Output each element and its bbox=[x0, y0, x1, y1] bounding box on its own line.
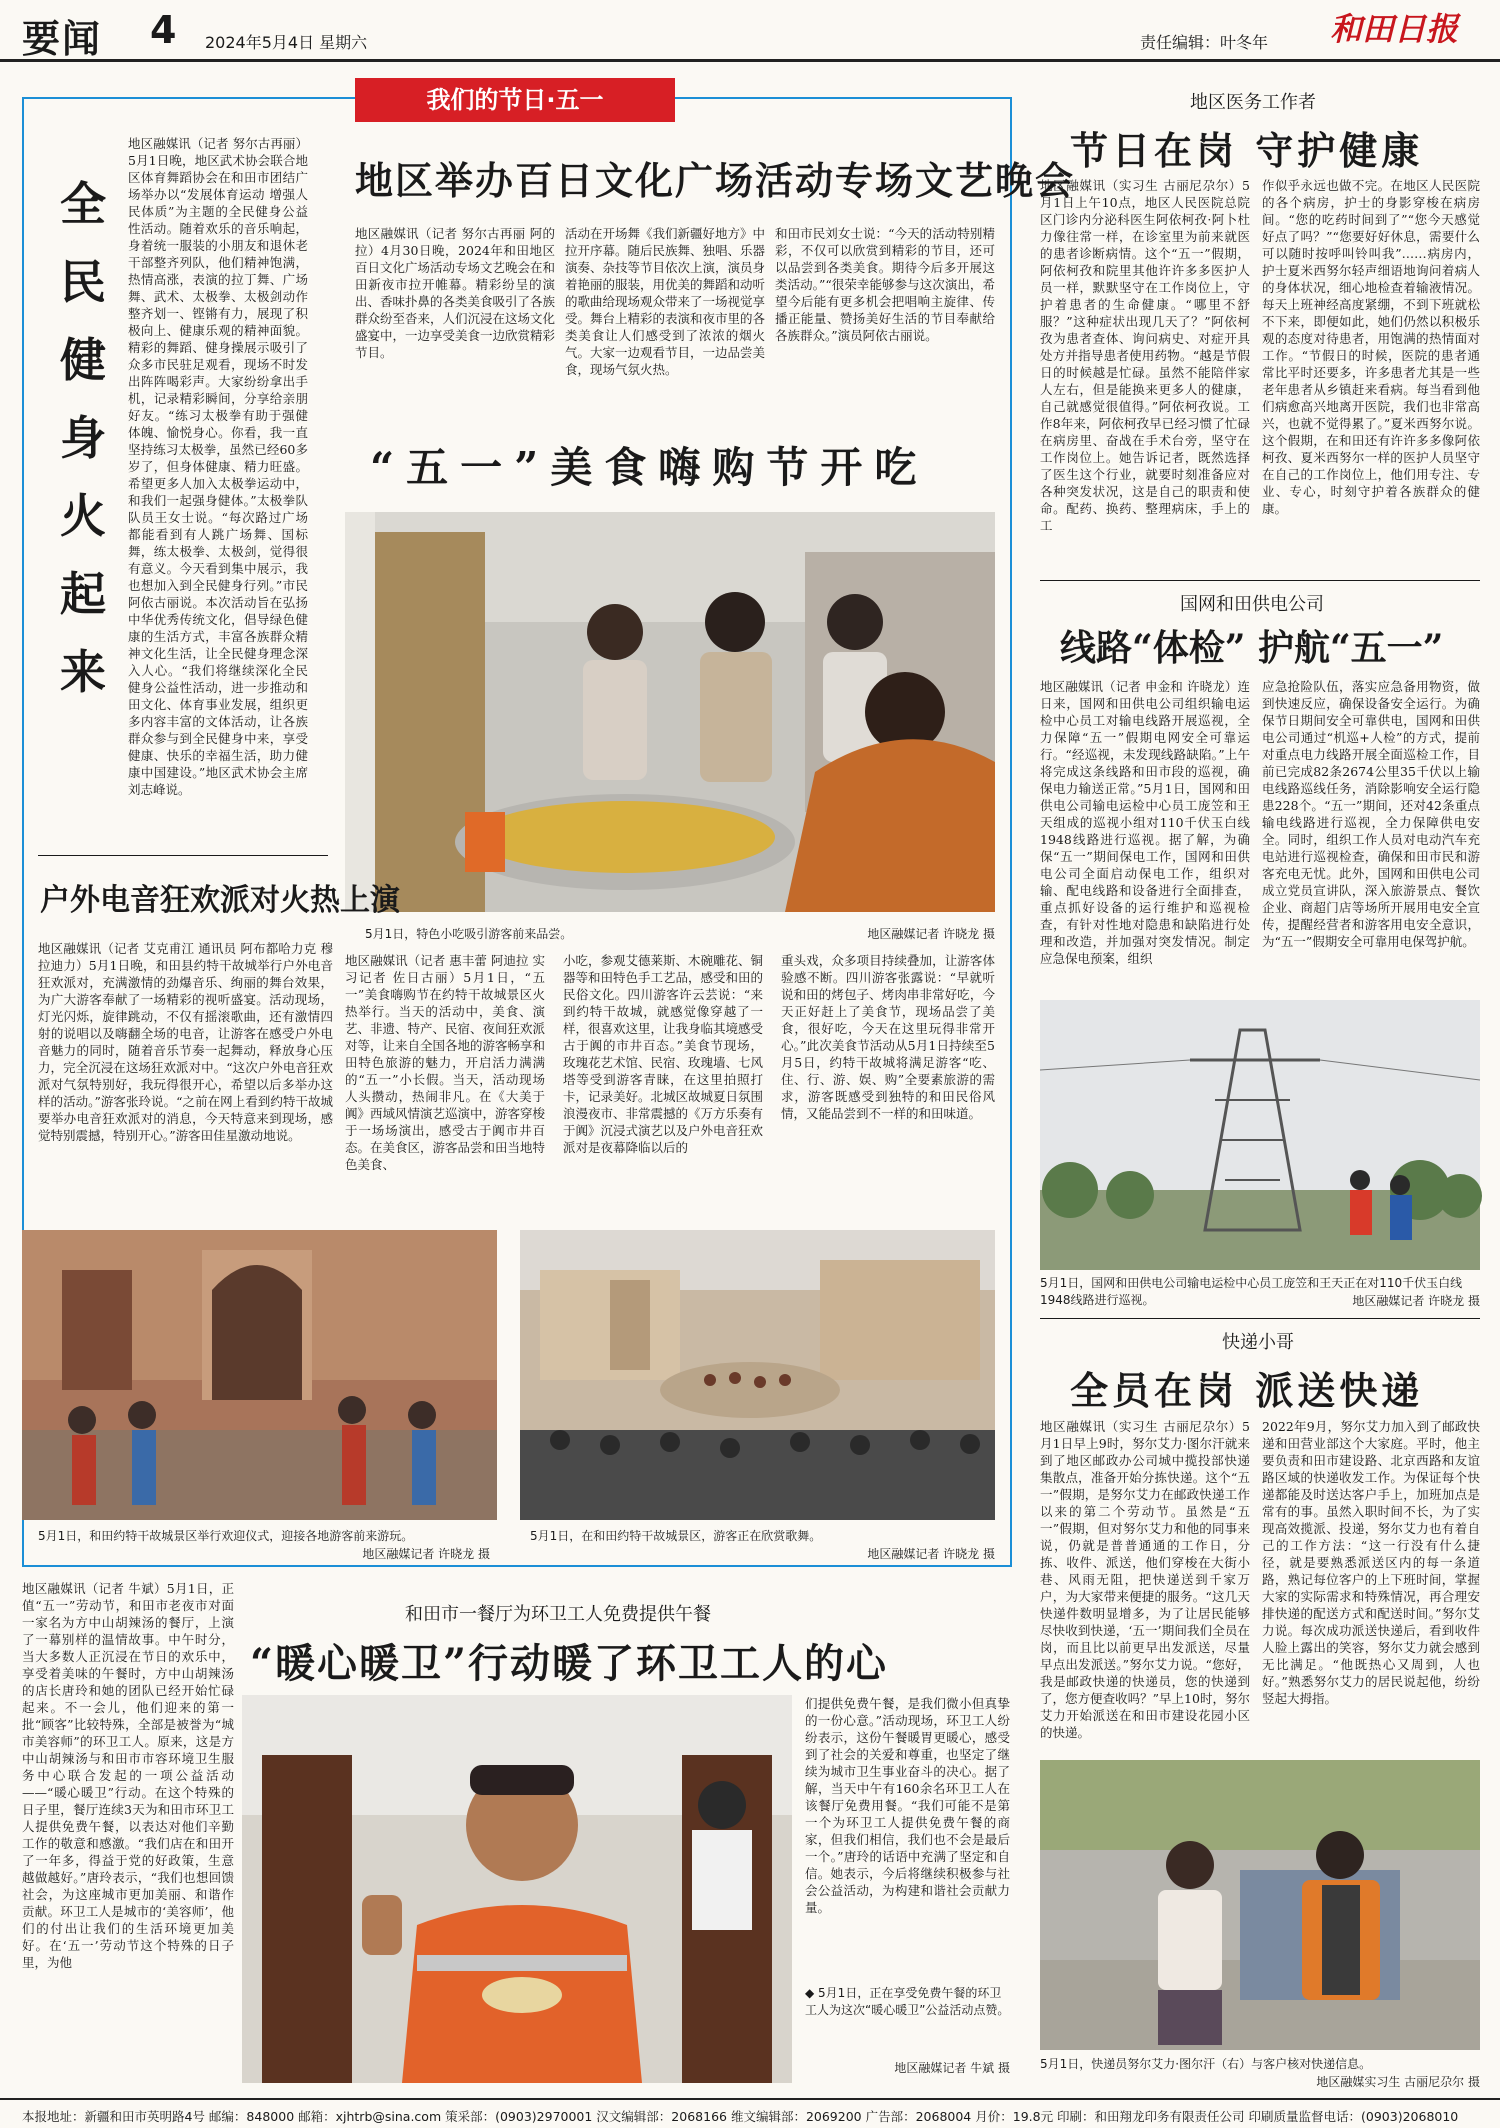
dance-photo-caption: 5月1日，在和田约特干故城景区，游客正在欣赏歌舞。 bbox=[530, 1529, 822, 1543]
gala-col3: 和田市民刘女士说：“今天的活动特别精彩，不仅可以欣赏到精彩的节目，还可以品尝到各类美食。期待今后多开展这类活动。”“很荣幸能够参与这次演出，希望今后能有更多机会把唱响主旋律、传播正能量、赞扬美好生活的节目奉献给各族群众。”演员阿依古丽说。 bbox=[775, 226, 995, 343]
gala-title: 地区举办百日文化广场活动专场文艺晚会 bbox=[355, 158, 1076, 203]
edm-body: 地区融媒讯（记者 艾克甫江 通讯员 阿布都哈力克 穆拉迪力）5月1日晚，和田县约特干故城举行户外电音狂欢派对，充满激情的劲爆音乐、绚丽的舞台效果，为广大游客奉献了一场精彩的视听盛宴。活动现场，灯光闪烁，旋律跳动，不仅有摇滚歌曲，还有激情四射的说唱以及嗨翻全场的电音，让游客在感受户外电音魅力的同时，随着音乐节奏一起舞动，释放身心压力，完全沉浸在这场狂欢派对中。“这次户外电音狂欢派对气氛特别好，我玩得很开心，希望以后多举办这样的活动。”游客张玲说。“之前在网上看到约特干故城要举办电音狂欢派对的消息，今天特意来到现场，感觉特别震撼，特别开心。”游客田佳星激动地说。 bbox=[38, 941, 333, 1143]
dance-performance-photo bbox=[520, 1230, 995, 1520]
power-kicker: 国网和田供电公司 bbox=[1180, 594, 1324, 615]
power-col2: 应急抢险队伍，落实应急备用物资，做到快速反应，确保设备安全运行。为确保节日期间安全可靠供电，国网和田供电公司通过“机巡+人检”的方式，提前对重点电力线路开展全面巡检工作，目前已完成82条2674公里35千伏以上输电线路巡线任务，消除影响安全运行隐患228个。“五一”期间，还对42条重点输电线路进行巡视，全力保障供电安全。同时，组织工作人员对电动汽车充电站进行巡视检查，确保和田市民和游客充电无忧。此外，国网和田供电公司成立党员宣讲队，深入旅游景点、餐饮企业、商超门店等场所开展用电安全宣传，提醒经营者和游客用电安全意识，为“五一”假期安全可靠用电保驾护航。 bbox=[1262, 679, 1480, 949]
sanitation-col1: 地区融媒讯（记者 牛斌）5月1日，正值“五一”劳动节，和田市老夜市对面一家名为方中山胡辣汤的餐厅，上演了一幕别样的温情故事。中午时分，当大多数人正沉浸在节日的欢乐中，享受着美味的午餐时，方中山胡辣汤的店长唐玲和她的团队已经开始忙碌起来。不一会儿，他们迎来的第一批“顾客”比较特殊，全部是被誉为“城市美容师”的环卫工人。原来，这是方中山胡辣汤与和田市市容环境卫生服务中心联合发起的一项公益活动——“暖心暖卫”行动。在这个特殊的日子里，餐厅连续3天为和田市环卫工人提供免费午餐，以表达对他们辛勤工作的敬意和感激。“我们店在和田开了一年多，得益于党的好政策，生意越做越好。”唐玲表示，“我们也想回馈社会，为这座城市更加美丽、和谐作贡献。环卫工人是城市的‘美容师’，他们的付出让我们的生活环境更加美好。在‘五一’劳动节这个特殊的日子里，为他 bbox=[22, 1581, 234, 1970]
food-col1: 地区融媒讯（记者 惠丰蕾 阿迪拉 实习记者 佐日古丽）5月1日，“五一”美食嗨购节在约特干故城景区火热举行。当天的活动中，美食、演艺、非遗、特产、民宿、夜间狂欢派对等，让来自全国各地的游客畅享和田特色旅游的魅力，开启活力满满的“五一”小长假。当天，活动现场人头攒动，热闹非凡。在《大美于阗》西域风情演艺巡演中，游客穿梭于一场场演出，感受古于阗市井百态。在美食区，游客品尝和田当地特色美食、 bbox=[345, 953, 546, 1172]
power-line-photo bbox=[1040, 1000, 1480, 1270]
divider bbox=[1040, 580, 1480, 581]
responsible-editor: 责任编辑：叶冬年 bbox=[1140, 33, 1269, 52]
gala-col2: 活动在开场舞《我们新疆好地方》中拉开序幕。随后民族舞、独唱、乐器演奏、杂技等节目依次上演，演员身着艳丽的服装，用优美的舞蹈和动听的歌曲给现场观众带来了一场视觉享受。舞台上精彩的表演和夜市里的各类美食让人们感受到了浓浓的烟火气。大家一边观看节目，一边品尝美食，现场气氛火热。 bbox=[565, 226, 766, 377]
courier-col1: 地区融媒讯（实习生 古丽尼尕尔）5月1日早上9时，努尔艾力·图尔汗就来到了地区邮政办公司城中揽投部快递集散点，准备开始分拣快递。这个“五一”假期，是努尔艾力在邮政快递工作以来的第二个劳动节。虽然是“五一”假期，但对努尔艾力和他的同事来说，仍就是普普通通的工作日，分拣、收件、派送，他们穿梭在大街小巷、风雨无阻，把快递送到千家万户，为大家带来便捷的服务。“这几天快递件数明显增多，为了让居民能够尽快收到快递，‘五一’期间我们全员在岗，而且比以前更早出发派送，尽量早点出发派送。”努尔艾力说。“您好，我是邮政快递的快递员，您的快递到了，您方便查收吗？”早上10时，努尔艾力开始派送在和田市建设花园小区的快递。 bbox=[1040, 1419, 1250, 1740]
food-title: “五一”美食嗨购节开吃 bbox=[370, 443, 929, 492]
courier-title: 全员在岗 派送快递 bbox=[1070, 1368, 1424, 1413]
page-footer: 本报地址：新疆和田市英明路4号 邮编：848000 邮箱：xjhtrb@sina.com 策采部：(0903)2970001 汉文编辑部：2068166 维文编辑部：2069200 广告部：2068004 月价：19.8元 印刷：和田翔龙印务有限责任公司 印刷质量监督电话：(0903)2068010 bbox=[0, 2098, 1500, 2128]
courier-photo bbox=[1040, 1760, 1480, 2050]
edm-title: 户外电音狂欢派对火热上演 bbox=[40, 883, 400, 918]
food-col3: 重头戏，众多项目持续叠加，让游客体验感不断。四川游客张露说：“早就听说和田的烤包子、烤肉串非常好吃，今天正好赶上了美食节，现场品尝了美食，很好吃，今天在这里玩得非常开心。”此次美食节活动从5月1日持续至5月5日，约特干故城将满足游客“吃、住、行、游、娱、购”全要素旅游的需求，游客既感受到独特的和田民俗风情，又能品尝到不一样的和田味道。 bbox=[781, 953, 995, 1121]
dance-photo-credit: 地区融媒记者 许晓龙 摄 bbox=[867, 1547, 995, 1561]
page-header bbox=[0, 0, 1500, 62]
power-photo-credit: 地区融媒记者 许晓龙 摄 bbox=[1352, 1294, 1480, 1308]
welcome-photo-credit: 地区融媒记者 许晓龙 摄 bbox=[362, 1547, 490, 1561]
feature-banner: 我们的节日·五一 bbox=[355, 78, 675, 122]
divider bbox=[38, 855, 328, 856]
sanitation-title: “暖心暖卫”行动暖了环卫工人的心 bbox=[250, 1640, 889, 1687]
sanitation-worker-photo bbox=[242, 1695, 792, 2083]
courier-kicker: 快递小哥 bbox=[1222, 1332, 1294, 1353]
welcome-ceremony-photo bbox=[22, 1230, 497, 1520]
food-stall-photo bbox=[345, 512, 995, 912]
medical-col1: 地区融媒讯（实习生 古丽尼尕尔）5月1日上午10点，地区人民医院总院区门诊内分泌科医生阿依柯孜·阿卜杜力像往常一样，在诊室里为前来就医的患者诊断病情。这个“五一”假期，阿依柯孜和院里其他许许多多医护人员一样，默默坚守在工作岗位上，守护着患者的生命健康。“哪里不舒服？”这种症状出现几天了？”阿依柯孜为患者查体、询问病史、对症开具处方并指导患者使用药物。“越是节假日的时候越是忙碌。虽然不能陪伴家人左右，但是能换来更多人的健康，自己就感觉很值得。”阿依柯孜说。工作8年来，阿依柯孜早已经习惯了忙碌在病房里、奋战在手术台旁，坚守在工作岗位上。她告诉记者，既然选择了医生这个行业，就要时刻准备应对各种突发状况，这是自己的职责和使命。配药、换药、整理病床，手上的工 bbox=[1040, 178, 1250, 533]
power-col1: 地区融媒讯（记者 申金和 许晓龙）连日来，国网和田供电公司组织输电运检中心员工对输电线路开展巡视，全力保障“五一”假期电网安全可靠运行。“经巡视，未发现线路缺陷。”上午将完成这条线路和田市段的巡视，确保电力输送正常。”5月1日，国网和田供电公司输电运检中心员工庞笠和王天组成的巡视小组对110千伏玉白线1948线路进行巡视。据了解，为确保“五一”期间保电工作，国网和田供电公司全面启动保电工作，组织对输、配电线路和设备进行全面排查，重点抓好设备的运行维护和巡视检查，有针对性地对隐患和缺陷进行处理和改造，并加强对突发情况。制定应急保电预案，组织 bbox=[1040, 679, 1250, 966]
sanitation-col2: 们提供免费午餐，是我们微小但真挚的一份心意。”活动现场，环卫工人纷纷表示，这份午餐暖胃更暖心，感受到了社会的关爱和尊重，也坚定了继续为城市卫生事业奋斗的决心。据了解，当天中午有160余名环卫工人在该餐厅免费用餐。“我们可能不是第一个为环卫工人提供免费午餐的商家，但我们相信，我们也不会是最后一个。”唐玲的话语中充满了坚定和自信。她表示，今后将继续积极参与社会公益活动，为构建和谐社会贡献力量。 bbox=[805, 1696, 1010, 1915]
courier-col2: 2022年9月，努尔艾力加入到了邮政快递和田营业部这个大家庭。平时，他主要负责和田市建设路、北京西路和友谊路区域的快递收发工作。为保证每个快递都能及时送达客户手上，加班加点是常有的事。虽然入职时间不长，为了实现高效揽派、投递，努尔艾力也有着自己的工作方法：“这一行没有什么捷径，就是要熟悉派送区内的每一条道路，熟记每位客户的上下班时间，掌握大家的实际需求和特殊情况，再合理安排快递的配送方式和配送时间。”努尔艾力说。每次成功派送快递后，看到收件人脸上露出的笑容，努尔艾力就会感到无比满足。“他既热心又周到，人也好。”熟悉努尔艾力的居民说起他，纷纷竖起大拇指。 bbox=[1262, 1419, 1480, 1706]
sanitation-photo-credit: 地区融媒记者 牛斌 摄 bbox=[894, 2061, 1010, 2075]
courier-photo-caption: 5月1日，快递员努尔艾力·图尔汗（右）与客户核对快递信息。 bbox=[1040, 2057, 1372, 2071]
gala-col1: 地区融媒讯（记者 努尔古再丽 阿的拉）4月30日晚，2024年和田地区百日文化广场活动专场文艺晚会在和田新夜市拉开帷幕。精彩纷呈的演出、香味扑鼻的各类美食吸引了各族群众纷至沓来，人们沉浸在这场文化盛宴中，一边享受美食一边欣赏精彩节目。 bbox=[355, 226, 556, 360]
medical-kicker: 地区医务工作者 bbox=[1190, 92, 1316, 113]
welcome-photo-caption: 5月1日，和田约特干故城景区举行欢迎仪式，迎接各地游客前来游玩。 bbox=[38, 1529, 414, 1543]
power-title: 线路“体检” 护航“五一” bbox=[1060, 627, 1444, 669]
sanitation-photo-caption: ◆ 5月1日，正在享受免费午餐的环卫工人为这次“暖心暖卫”公益活动点赞。 bbox=[805, 1986, 1010, 2017]
food-photo-caption: 5月1日，特色小吃吸引游客前来品尝。 bbox=[365, 927, 573, 941]
fitness-body: 地区融媒讯（记者 努尔古再丽）5月1日晚，地区武术协会联合地区体育舞蹈协会在和田市团结广场举办以“发展体育运动 增强人民体质”为主题的全民健身公益性活动。随着欢乐的音乐响起，身着统一服装的小朋友和退休老干部整齐列队，他们精神饱满，热情高涨，表演的拉丁舞、广场舞、武术、太极拳、太极剑动作整齐划一、铿锵有力，展现了积极向上、健康乐观的精神面貌。精彩的舞蹈、健身操展示吸引了众多市民驻足观看，现场不时发出阵阵喝彩声。大家纷纷拿出手机，记录精彩瞬间，分享给亲朋好友。“练习太极拳有助于强健体魄、愉悦身心。你看，我一直坚持练习太极拳，虽然已经60多岁了，但身体健康、精力旺盛。希望更多人加入太极拳运动中，和我们一起强身健体。”太极拳队队员王女士说。“每次路过广场都能看到有人跳广场舞、国标舞，练太极拳、太极剑，觉得很有意义。今天看到集中展示，我也想加入到全民健身行列。”市民阿依古丽说。本次活动旨在弘扬中华优秀传统文化，倡导绿色健康的生活方式，丰富各族群众精神文化生活，让全民健身理念深入人心。“我们将继续深化全民健身公益性活动，进一步推动和田文化、体育事业发展，组织更多内容丰富的文体活动，让各族群众参与到全民健身中来，享受健康、快乐的幸福生活，助力健康中国建设。”地区武术协会主席刘志峰说。 bbox=[128, 136, 308, 797]
courier-photo-credit: 地区融媒实习生 古丽尼尕尔 摄 bbox=[1316, 2075, 1480, 2089]
fitness-title: 全民健身火起来 bbox=[60, 177, 106, 699]
newspaper-logo: 和田日报 bbox=[1330, 10, 1459, 48]
food-photo-credit: 地区融媒记者 许晓龙 摄 bbox=[867, 927, 995, 941]
power-photo-caption: 5月1日，国网和田供电公司输电运检中心员工庞笠和王天正在对110千伏玉白线1948线路进行巡视。 bbox=[1040, 1276, 1463, 1307]
medical-col2: 作似乎永远也做不完。在地区人民医院的各个病房，护士的身影穿梭在病房间。“您的吃药时间到了”“您今天感觉好点了吗？”“您要好好休息，需要什么可以随时按呼叫铃叫我”……病房内，护士夏米西努尔轻声细语地询问着病人的身体状况，细心地检查着输液情况。每天上班神经高度紧绷，不到下班就松不下来，即便如此，她们仍然以积极乐观的态度对待患者，用饱满的热情面对工作。“节假日的时候，医院的患者通常比平时还要多，许多患者尤其是一些老年患者从乡镇赶来看病。每当看到他们病愈高兴地离开医院，我们也非常高兴，也就不觉得累了。”夏米西努尔说。这个假期，在和田还有许许多多像阿依柯孜、夏米西努尔一样的医护人员坚守在自己的工作岗位上，他们用专注、专业、专心，时刻守护着各族群众的健康。 bbox=[1262, 178, 1480, 516]
sanitation-kicker: 和田市一餐厅为环卫工人免费提供午餐 bbox=[405, 1604, 711, 1625]
food-col2: 小吃，参观艾德莱斯、木碗雕花、铜器等和田特色手工艺品，感受和田的民俗文化。四川游客许云芸说：“来到约特干故城，就感觉像穿越了一样，很喜欢这里，让我身临其境感受古于阗的市井百态。”美食节现场，玫瑰花艺术馆、民宿、玫瑰墙、七风塔等受到游客青睐，在这里拍照打卡，记录美好。北城区故城夏日氛围浪漫夜市、非常震撼的《万方乐奏有于阗》沉浸式演艺以及户外电音狂欢派对是夜幕降临以后的 bbox=[563, 953, 764, 1155]
medical-title: 节日在岗 守护健康 bbox=[1070, 128, 1424, 173]
issue-date: 2024年5月4日 星期六 bbox=[205, 33, 368, 52]
page-number: 4 bbox=[150, 8, 177, 52]
divider bbox=[1040, 1318, 1480, 1319]
section-name: 要闻 bbox=[22, 17, 103, 61]
